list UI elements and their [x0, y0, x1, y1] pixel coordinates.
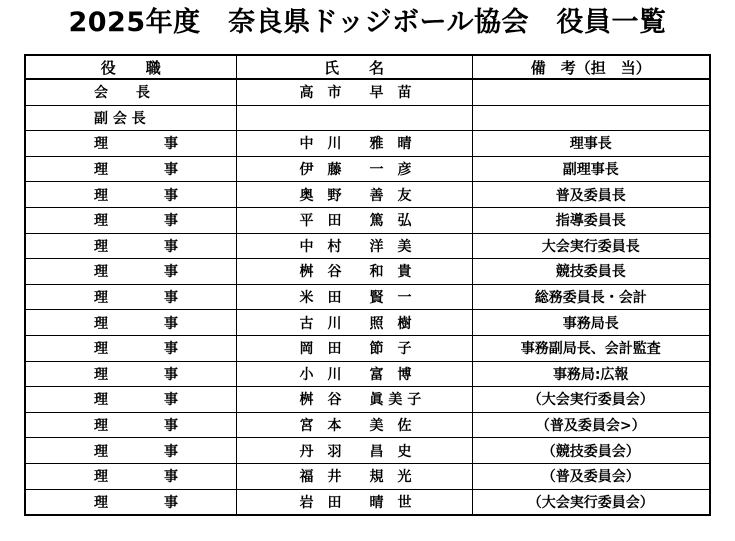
role-cell: 理 事: [25, 335, 236, 361]
note-cell: [472, 79, 710, 105]
note-cell: 理事長: [472, 131, 710, 157]
table-row: [25, 207, 710, 233]
table-row: [25, 156, 710, 182]
name-cell: 古 川 照 樹: [236, 310, 472, 336]
name-cell: 小 川 富 博: [236, 361, 472, 387]
note-cell: （大会実行委員会）: [472, 387, 710, 413]
name-cell: 桝 谷 眞 美 子: [236, 387, 472, 413]
note-cell: 指導委員長: [472, 207, 710, 233]
name-cell: 伊 藤 一 彦: [236, 156, 472, 182]
role-cell: 理 事: [25, 489, 236, 515]
note-cell: （競技委員会）: [472, 438, 710, 464]
header-note: 備 考（担 当）: [472, 55, 710, 79]
role-cell: 理 事: [25, 182, 236, 208]
officer-table: [24, 54, 711, 516]
name-cell: 岩 田 晴 世: [236, 489, 472, 515]
note-cell: （大会実行委員会）: [472, 489, 710, 515]
table-row: [25, 361, 710, 387]
name-cell: [236, 105, 472, 131]
name-cell: 中 川 雅 晴: [236, 131, 472, 157]
table-header-row: [25, 55, 710, 79]
role-cell: 理 事: [25, 233, 236, 259]
note-cell: 事務局:広報: [472, 361, 710, 387]
table-row: [25, 105, 710, 131]
table-row: [25, 387, 710, 413]
name-cell: 福 井 規 光: [236, 463, 472, 489]
table-row: [25, 131, 710, 157]
role-cell: 会 長: [25, 79, 236, 105]
role-cell: 理 事: [25, 361, 236, 387]
note-cell: （普及委員会）: [472, 463, 710, 489]
note-cell: 事務副局長、会計監査: [472, 335, 710, 361]
table-row: [25, 489, 710, 515]
name-cell: 平 田 篤 弘: [236, 207, 472, 233]
table-row: [25, 79, 710, 105]
role-cell: 理 事: [25, 259, 236, 285]
table-row: [25, 310, 710, 336]
note-cell: （普及委員会>）: [472, 412, 710, 438]
role-cell: 理 事: [25, 284, 236, 310]
role-cell: 理 事: [25, 387, 236, 413]
name-cell: 高 市 早 苗: [236, 79, 472, 105]
header-name: 氏 名: [236, 55, 472, 79]
note-cell: 大会実行委員長: [472, 233, 710, 259]
note-cell: [472, 105, 710, 131]
note-cell: 競技委員長: [472, 259, 710, 285]
note-cell: 副理事長: [472, 156, 710, 182]
table-row: [25, 335, 710, 361]
role-cell: 副 会 長: [25, 105, 236, 131]
note-cell: 総務委員長・会計: [472, 284, 710, 310]
table-row: [25, 463, 710, 489]
name-cell: 岡 田 節 子: [236, 335, 472, 361]
name-cell: 奥 野 善 友: [236, 182, 472, 208]
name-cell: 丹 羽 昌 史: [236, 438, 472, 464]
role-cell: 理 事: [25, 207, 236, 233]
table-row: [25, 259, 710, 285]
role-cell: 理 事: [25, 412, 236, 438]
name-cell: 宮 本 美 佐: [236, 412, 472, 438]
table-row: [25, 233, 710, 259]
table-row: [25, 412, 710, 438]
name-cell: 中 村 洋 美: [236, 233, 472, 259]
table-row: [25, 182, 710, 208]
name-cell: 桝 谷 和 貴: [236, 259, 472, 285]
name-cell: 米 田 賢 一: [236, 284, 472, 310]
role-cell: 理 事: [25, 463, 236, 489]
header-role: 役 職: [25, 55, 236, 79]
table-row: [25, 438, 710, 464]
note-cell: 事務局長: [472, 310, 710, 336]
note-cell: 普及委員長: [472, 182, 710, 208]
role-cell: 理 事: [25, 438, 236, 464]
page-title: 2025年度 奈良県ドッジボール協会 役員一覧: [68, 7, 667, 38]
role-cell: 理 事: [25, 156, 236, 182]
table-row: [25, 284, 710, 310]
role-cell: 理 事: [25, 131, 236, 157]
role-cell: 理 事: [25, 310, 236, 336]
